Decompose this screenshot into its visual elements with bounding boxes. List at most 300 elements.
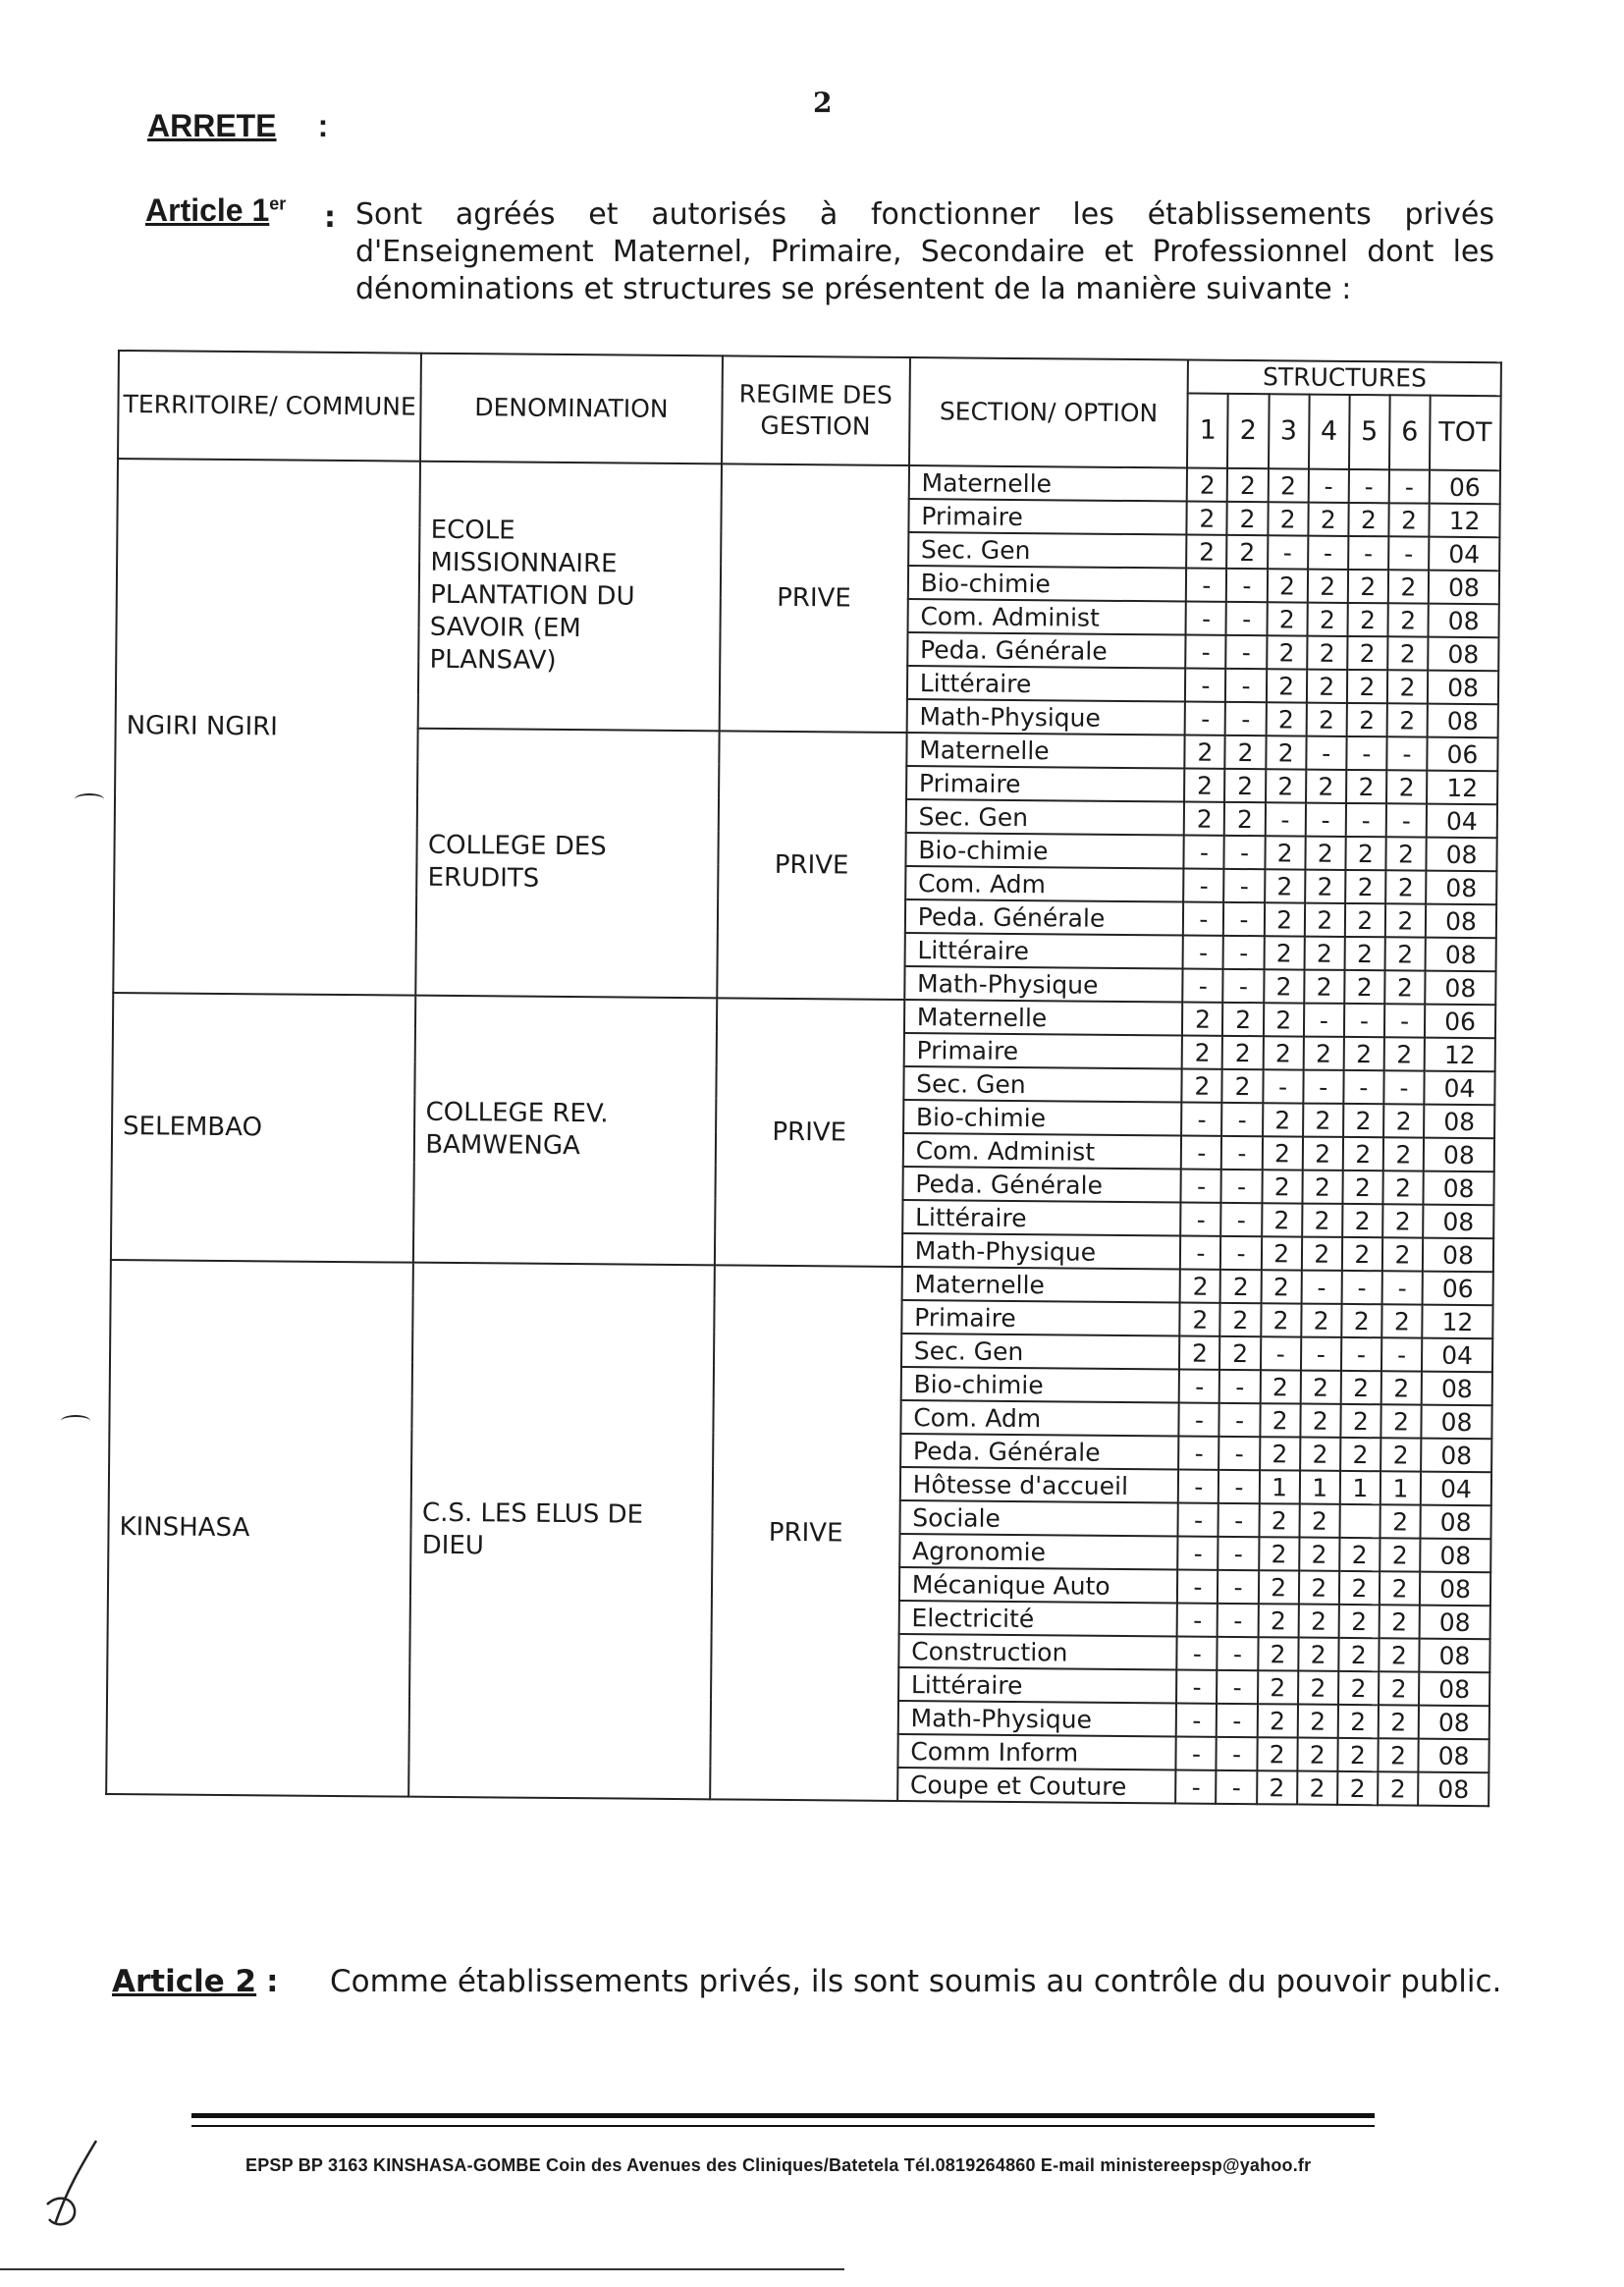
structure-cell-3: 2 xyxy=(1257,1737,1297,1770)
article2-label: Article 2 xyxy=(112,1964,257,1999)
total-cell: 08 xyxy=(1421,1439,1491,1473)
structure-cell-4: 2 xyxy=(1297,1705,1337,1738)
territoire-cell: NGIRI NGIRI xyxy=(113,459,420,996)
scan-edge-line xyxy=(0,2268,844,2270)
structure-cell-2: - xyxy=(1224,836,1265,869)
structure-cell-6: 2 xyxy=(1388,503,1429,536)
arrete-label: ARRETE xyxy=(147,108,277,143)
section-cell: Sec. Gen xyxy=(908,532,1187,568)
structure-cell-3: 2 xyxy=(1266,702,1306,735)
structure-cell-1: - xyxy=(1185,669,1225,702)
structure-cell-5: 2 xyxy=(1342,1171,1382,1204)
structure-cell-5: 2 xyxy=(1338,1671,1379,1705)
structure-cell-2: 2 xyxy=(1222,1069,1263,1103)
margin-mark xyxy=(75,793,104,805)
section-cell: Comm Inform xyxy=(897,1734,1176,1770)
total-cell: 08 xyxy=(1426,871,1496,905)
structure-cell-2: 2 xyxy=(1227,468,1268,502)
total-cell: 08 xyxy=(1428,637,1498,672)
structure-cell-4: 2 xyxy=(1306,770,1346,803)
section-cell: Primaire xyxy=(903,1033,1182,1068)
structure-cell-5 xyxy=(1339,1504,1380,1538)
section-cell: Hôtesse d'accueil xyxy=(900,1467,1179,1502)
structure-cell-1: 2 xyxy=(1187,468,1227,502)
structure-cell-3: 2 xyxy=(1263,1036,1303,1069)
structure-cell-4: 2 xyxy=(1300,1404,1340,1438)
denomination-cell: COLLEGE DES ERUDITS xyxy=(416,729,720,999)
structures-table xyxy=(105,350,1502,1807)
structure-cell-4: 2 xyxy=(1300,1438,1340,1471)
structure-cell-1: - xyxy=(1179,1402,1219,1436)
section-cell: Com. Administ xyxy=(907,599,1186,634)
structure-cell-4: 2 xyxy=(1304,970,1344,1004)
structure-cell-2: - xyxy=(1223,969,1264,1003)
structure-cell-5: - xyxy=(1341,1271,1381,1304)
structure-cell-5: - xyxy=(1348,536,1388,570)
section-cell: Sec. Gen xyxy=(903,1066,1182,1102)
structure-cell-1: - xyxy=(1184,868,1224,901)
structure-cell-5: 2 xyxy=(1343,1037,1383,1070)
structure-cell-6: 2 xyxy=(1382,1237,1423,1271)
total-cell: 08 xyxy=(1422,1372,1492,1406)
structure-cell-1: 2 xyxy=(1179,1335,1219,1369)
structure-cell-6: 2 xyxy=(1380,1404,1421,1438)
structure-cell-4: - xyxy=(1308,536,1348,570)
structure-cell-3: 2 xyxy=(1259,1503,1299,1537)
total-cell: 12 xyxy=(1422,1305,1492,1339)
structure-cell-3: 2 xyxy=(1262,1136,1302,1170)
structure-cell-6: 2 xyxy=(1380,1605,1420,1638)
structure-cell-5: - xyxy=(1341,1337,1381,1371)
structure-cell-3: 2 xyxy=(1262,1203,1302,1236)
structure-cell-4: 2 xyxy=(1307,603,1347,636)
structure-cell-6: - xyxy=(1386,803,1427,837)
section-cell: Littéraire xyxy=(902,1200,1181,1235)
structure-cell-6: 2 xyxy=(1385,870,1426,903)
structure-cell-3: 2 xyxy=(1257,1770,1297,1804)
section-cell: Maternelle xyxy=(906,733,1185,768)
structure-cell-3: 2 xyxy=(1262,1170,1302,1203)
structure-cell-5: 2 xyxy=(1340,1404,1380,1438)
article1-sup: er xyxy=(269,193,287,214)
total-cell: 04 xyxy=(1421,1472,1491,1506)
total-cell: 04 xyxy=(1424,1071,1494,1106)
structure-cell-5: 2 xyxy=(1347,636,1387,670)
structure-cell-2: 2 xyxy=(1227,535,1268,569)
structure-cell-5: 2 xyxy=(1345,903,1385,937)
structure-cell-5: - xyxy=(1346,803,1386,837)
structure-cell-1: - xyxy=(1178,1536,1218,1569)
structure-cell-5: - xyxy=(1343,1070,1383,1104)
header-col-3: 3 xyxy=(1269,394,1310,468)
total-cell: 08 xyxy=(1428,671,1498,705)
total-cell: 06 xyxy=(1425,1005,1495,1039)
structure-cell-6: 2 xyxy=(1379,1638,1419,1671)
structure-cell-5: 2 xyxy=(1340,1371,1380,1404)
margin-mark xyxy=(61,1415,90,1427)
structure-cell-4: 2 xyxy=(1302,1137,1342,1171)
structure-cell-1: 2 xyxy=(1180,1302,1220,1335)
structure-cell-4: 2 xyxy=(1298,1671,1338,1705)
structure-cell-3: 2 xyxy=(1258,1670,1298,1704)
structure-cell-2: - xyxy=(1226,569,1267,602)
section-cell: Littéraire xyxy=(898,1667,1177,1703)
structure-cell-5: - xyxy=(1348,469,1388,503)
section-cell: Peda. Générale xyxy=(905,899,1184,935)
structure-cell-4: 2 xyxy=(1298,1638,1338,1671)
handwritten-initial-mark xyxy=(37,2136,106,2234)
structure-cell-2: - xyxy=(1226,635,1267,669)
structure-cell-6: 2 xyxy=(1385,903,1426,937)
structure-cell-1: - xyxy=(1177,1603,1218,1636)
structure-cell-3: 2 xyxy=(1264,902,1304,936)
structure-cell-3: 1 xyxy=(1259,1470,1299,1503)
structure-cell-4: - xyxy=(1306,736,1346,770)
structure-cell-1: - xyxy=(1181,1135,1221,1169)
structure-cell-3: 2 xyxy=(1268,502,1308,535)
structure-cell-2: - xyxy=(1221,1136,1262,1170)
structure-cell-5: - xyxy=(1346,736,1386,770)
structure-cell-6: 2 xyxy=(1380,1504,1420,1538)
section-cell: Construction xyxy=(898,1634,1177,1669)
section-cell: Primaire xyxy=(906,766,1185,801)
article1-label: Article 1 xyxy=(145,192,270,228)
structure-cell-2: - xyxy=(1219,1403,1260,1437)
structure-cell-4: 2 xyxy=(1302,1171,1342,1204)
section-cell: Coupe et Couture xyxy=(897,1768,1176,1803)
structure-cell-1: 2 xyxy=(1184,768,1224,801)
structure-cell-6: 2 xyxy=(1379,1705,1419,1738)
structure-cell-6: - xyxy=(1388,536,1429,570)
structure-cell-2: - xyxy=(1218,1503,1259,1537)
article1-heading xyxy=(145,192,286,229)
section-cell: Littéraire xyxy=(907,666,1186,701)
section-cell: Primaire xyxy=(901,1300,1180,1335)
territoire-cell: KINSHASA xyxy=(106,1260,413,1797)
structure-cell-2: - xyxy=(1218,1537,1259,1570)
section-cell: Peda. Générale xyxy=(900,1434,1179,1469)
structure-cell-3: 2 xyxy=(1264,936,1304,969)
structure-cell-1: - xyxy=(1179,1369,1219,1402)
structure-cell-2: - xyxy=(1223,936,1264,969)
structure-cell-4: - xyxy=(1301,1271,1341,1304)
structure-cell-2: 2 xyxy=(1219,1336,1260,1370)
structure-cell-6: 2 xyxy=(1380,1438,1421,1471)
total-cell: 08 xyxy=(1429,571,1499,605)
structure-cell-1: 2 xyxy=(1182,1002,1222,1035)
structure-cell-5: 2 xyxy=(1337,1738,1378,1771)
structure-cell-5: 2 xyxy=(1348,570,1388,603)
structure-cell-5: 2 xyxy=(1345,837,1385,870)
structure-cell-3: 2 xyxy=(1265,869,1305,902)
denomination-cell: COLLEGE REV. BAMWENGA xyxy=(413,996,717,1266)
structure-cell-1: 2 xyxy=(1186,535,1226,569)
article2 xyxy=(112,1964,1502,1999)
total-cell: 08 xyxy=(1424,1105,1494,1139)
section-cell: Math-Physique xyxy=(902,1233,1181,1269)
total-cell: 08 xyxy=(1428,704,1498,738)
total-cell: 08 xyxy=(1424,1138,1494,1172)
total-cell: 12 xyxy=(1425,1038,1495,1072)
structure-cell-4: 2 xyxy=(1308,570,1348,603)
structure-cell-6: 2 xyxy=(1382,1171,1423,1204)
structure-cell-1: 2 xyxy=(1182,1068,1222,1102)
structure-cell-2: - xyxy=(1222,1103,1263,1136)
structure-cell-5: 2 xyxy=(1342,1204,1382,1237)
structure-cell-3: 2 xyxy=(1266,735,1306,769)
structure-cell-4: - xyxy=(1303,1070,1343,1104)
structure-cell-1: - xyxy=(1177,1569,1218,1603)
section-cell: Bio-chimie xyxy=(903,1100,1182,1135)
structure-cell-3: 2 xyxy=(1267,669,1307,702)
total-cell: 08 xyxy=(1418,1739,1489,1773)
structure-cell-2: - xyxy=(1225,669,1266,702)
page-number: 2 xyxy=(813,86,833,119)
structure-cell-1: - xyxy=(1176,1736,1217,1770)
structure-cell-1: - xyxy=(1183,935,1223,968)
total-cell: 06 xyxy=(1430,470,1500,505)
structure-cell-1: - xyxy=(1180,1235,1220,1269)
structure-cell-1: - xyxy=(1181,1102,1221,1135)
structure-cell-5: 2 xyxy=(1346,703,1386,736)
structure-cell-2: - xyxy=(1218,1637,1258,1670)
total-cell: 08 xyxy=(1420,1606,1490,1640)
structure-cell-4: 2 xyxy=(1302,1204,1342,1237)
structure-cell-6: - xyxy=(1383,1070,1424,1104)
structure-cell-6: 2 xyxy=(1380,1538,1420,1571)
section-cell: Math-Physique xyxy=(906,699,1185,735)
structure-cell-6: 2 xyxy=(1385,837,1426,870)
structure-cell-1: - xyxy=(1177,1636,1218,1669)
total-cell: 06 xyxy=(1423,1272,1493,1306)
total-cell: 08 xyxy=(1419,1639,1489,1673)
structure-cell-2: - xyxy=(1218,1470,1259,1503)
structure-cell-6: - xyxy=(1389,469,1430,503)
structure-cell-1: - xyxy=(1186,635,1226,669)
structure-cell-3: 2 xyxy=(1258,1570,1298,1604)
structure-cell-2: - xyxy=(1221,1170,1262,1203)
structure-cell-2: - xyxy=(1219,1370,1260,1403)
structure-cell-5: 2 xyxy=(1348,503,1388,536)
structure-cell-6: - xyxy=(1381,1271,1422,1304)
section-cell: Littéraire xyxy=(904,933,1183,968)
structure-cell-5: 2 xyxy=(1338,1705,1379,1738)
footer-rule-thin xyxy=(191,2125,1375,2127)
structure-cell-2: 2 xyxy=(1224,802,1265,836)
structure-cell-3: - xyxy=(1261,1336,1301,1370)
structure-cell-4: 2 xyxy=(1305,903,1345,937)
structure-cell-3: 2 xyxy=(1260,1370,1300,1403)
section-cell: Sociale xyxy=(899,1500,1178,1536)
total-cell: 08 xyxy=(1419,1672,1489,1707)
structure-cell-3: 2 xyxy=(1260,1403,1300,1437)
article2-text: Comme établissements privés, ils sont soumis au contrôle du pouvoir public. xyxy=(330,1964,1502,1999)
regime-cell: PRIVE xyxy=(717,731,907,1000)
structure-cell-3: 2 xyxy=(1264,1003,1304,1036)
section-cell: Sec. Gen xyxy=(901,1334,1180,1369)
structure-cell-6: 1 xyxy=(1380,1471,1421,1504)
structure-cell-5: 2 xyxy=(1343,1104,1383,1137)
structure-cell-2: 2 xyxy=(1220,1270,1261,1303)
header-section: SECTION/ OPTION xyxy=(909,357,1189,467)
structure-cell-6: 2 xyxy=(1387,703,1428,736)
structure-cell-4: 2 xyxy=(1304,937,1344,970)
structure-cell-3: 2 xyxy=(1258,1604,1298,1637)
structure-cell-6: 2 xyxy=(1380,1571,1420,1605)
structure-cell-6: 2 xyxy=(1378,1771,1418,1805)
structure-cell-5: 1 xyxy=(1340,1471,1380,1504)
structure-cell-6: 2 xyxy=(1378,1738,1418,1771)
section-cell: Bio-chimie xyxy=(905,833,1184,868)
structure-cell-5: 2 xyxy=(1338,1605,1379,1638)
total-cell: 08 xyxy=(1425,971,1495,1006)
article2-colon: : xyxy=(266,1964,279,1999)
structure-cell-1: 2 xyxy=(1185,735,1225,769)
structure-cell-2: 2 xyxy=(1225,735,1266,769)
structure-cell-4: 2 xyxy=(1300,1371,1340,1404)
header-col-tot: TOT xyxy=(1430,396,1501,471)
structure-cell-3: 2 xyxy=(1257,1704,1297,1737)
structure-cell-6: 2 xyxy=(1384,1037,1425,1070)
total-cell: 12 xyxy=(1429,504,1499,538)
structure-cell-2: - xyxy=(1225,702,1266,735)
structure-cell-4: 2 xyxy=(1306,703,1346,736)
total-cell: 06 xyxy=(1427,737,1497,772)
structure-cell-2: - xyxy=(1218,1604,1258,1637)
section-cell: Maternelle xyxy=(908,465,1187,501)
footer-address: EPSP BP 3163 KINSHASA-GOMBE Coin des Avenues des Cliniques/Batetela Tél.0819264860 E-mail ministereepsp@yahoo.fr xyxy=(245,2155,1312,2175)
structure-cell-1: - xyxy=(1186,569,1226,602)
header-regime: REGIME DES GESTION xyxy=(722,355,910,465)
structure-cell-4: 2 xyxy=(1303,1037,1343,1070)
structure-cell-1: 2 xyxy=(1182,1035,1222,1068)
section-cell: Bio-chimie xyxy=(900,1367,1179,1402)
article1-colon: : xyxy=(324,200,336,235)
structure-cell-4: - xyxy=(1301,1337,1341,1371)
denomination-cell: ECOLE MISSIONNAIRE PLANTATION DU SAVOIR (EM PLANSAV) xyxy=(418,462,722,732)
structure-cell-5: 2 xyxy=(1345,870,1385,903)
total-cell: 08 xyxy=(1421,1405,1491,1440)
structure-cell-4: 2 xyxy=(1297,1738,1337,1771)
structure-cell-3: 2 xyxy=(1260,1437,1300,1470)
structure-cell-5: 2 xyxy=(1339,1538,1380,1571)
total-cell: 08 xyxy=(1420,1572,1490,1606)
section-cell: Sec. Gen xyxy=(905,799,1184,835)
structure-cell-6: 2 xyxy=(1387,670,1428,703)
structure-cell-1: - xyxy=(1178,1502,1218,1536)
section-cell: Primaire xyxy=(908,499,1187,534)
total-cell: 08 xyxy=(1423,1238,1493,1273)
header-structures: STRUCTURES xyxy=(1188,360,1501,397)
structure-cell-2: - xyxy=(1217,1704,1257,1737)
structure-cell-6: - xyxy=(1386,736,1427,770)
structure-cell-6: 2 xyxy=(1387,603,1428,636)
header-denomination: DENOMINATION xyxy=(420,354,722,464)
structure-cell-5: - xyxy=(1344,1004,1384,1037)
structure-cell-1: - xyxy=(1178,1436,1218,1469)
structure-cell-3: 2 xyxy=(1259,1537,1299,1570)
section-cell: Com. Adm xyxy=(905,866,1184,901)
arrete-heading xyxy=(147,108,328,144)
section-cell: Peda. Générale xyxy=(907,632,1186,668)
structure-cell-5: 2 xyxy=(1338,1638,1379,1671)
structure-cell-1: - xyxy=(1181,1169,1221,1202)
denomination-cell: C.S. LES ELUS DE DIEU xyxy=(408,1263,714,1800)
structure-cell-4: 2 xyxy=(1308,503,1348,536)
structure-cell-4: 2 xyxy=(1305,837,1345,870)
structure-cell-4: 1 xyxy=(1299,1471,1339,1504)
structure-cell-6: 2 xyxy=(1386,770,1427,803)
structure-cell-4: - xyxy=(1304,1004,1344,1037)
structure-cell-4: 2 xyxy=(1307,636,1347,670)
total-cell: 08 xyxy=(1429,604,1499,638)
structure-cell-2: 2 xyxy=(1225,769,1266,802)
structure-cell-4: 2 xyxy=(1302,1237,1342,1271)
structure-cell-6: 2 xyxy=(1383,1137,1424,1171)
regime-cell: PRIVE xyxy=(714,998,904,1267)
structure-cell-4: 2 xyxy=(1299,1504,1339,1538)
header-col-6: 6 xyxy=(1389,395,1431,469)
structure-cell-4: 2 xyxy=(1299,1571,1339,1605)
structure-cell-3: 2 xyxy=(1261,1303,1301,1336)
structure-cell-4: 2 xyxy=(1298,1605,1338,1638)
structure-cell-5: 2 xyxy=(1346,770,1386,803)
structure-cell-6: 2 xyxy=(1388,570,1429,603)
header-territoire: TERRITOIRE/ COMMUNE xyxy=(118,351,421,462)
structure-cell-4: 2 xyxy=(1301,1304,1341,1337)
structure-cell-5: 2 xyxy=(1341,1304,1381,1337)
structure-cell-5: 2 xyxy=(1340,1438,1380,1471)
structure-cell-6: 2 xyxy=(1382,1204,1423,1237)
structure-cell-6: - xyxy=(1384,1004,1425,1037)
structure-cell-3: - xyxy=(1268,535,1308,569)
structure-cell-2: - xyxy=(1223,902,1264,936)
structure-cell-3: 2 xyxy=(1258,1637,1298,1670)
structure-cell-5: 2 xyxy=(1342,1237,1382,1271)
structure-cell-4: 2 xyxy=(1307,670,1347,703)
structure-cell-1: - xyxy=(1186,602,1226,635)
structure-cell-3: 2 xyxy=(1267,635,1307,669)
structure-cell-3: - xyxy=(1265,802,1305,836)
structure-cell-6: 2 xyxy=(1379,1671,1419,1705)
structure-cell-5: 2 xyxy=(1343,1137,1383,1171)
structure-cell-1: - xyxy=(1181,1202,1221,1235)
structure-cell-2: - xyxy=(1217,1770,1257,1804)
structure-cell-5: 2 xyxy=(1337,1771,1378,1805)
structure-cell-4: 2 xyxy=(1299,1538,1339,1571)
structure-cell-5: 2 xyxy=(1344,970,1384,1004)
header-col-2: 2 xyxy=(1227,394,1269,468)
section-cell: Peda. Générale xyxy=(902,1167,1181,1202)
section-cell: Maternelle xyxy=(901,1267,1180,1302)
total-cell: 12 xyxy=(1427,771,1497,805)
total-cell: 04 xyxy=(1427,804,1497,839)
structure-cell-4: - xyxy=(1305,803,1345,837)
structure-cell-1: - xyxy=(1183,968,1223,1002)
structure-cell-1: - xyxy=(1175,1770,1216,1803)
structure-cell-3: 2 xyxy=(1267,602,1307,635)
header-col-5: 5 xyxy=(1349,395,1390,469)
structure-cell-5: 2 xyxy=(1344,937,1384,970)
structure-cell-1: - xyxy=(1185,702,1225,735)
structure-cell-2: - xyxy=(1221,1203,1262,1236)
section-cell: Com. Adm xyxy=(900,1400,1179,1436)
structure-cell-6: 2 xyxy=(1387,636,1428,670)
regime-cell: PRIVE xyxy=(710,1265,902,1801)
section-cell: Mécanique Auto xyxy=(899,1567,1178,1603)
structure-cell-1: 2 xyxy=(1187,502,1227,535)
structure-cell-1: - xyxy=(1176,1703,1217,1736)
